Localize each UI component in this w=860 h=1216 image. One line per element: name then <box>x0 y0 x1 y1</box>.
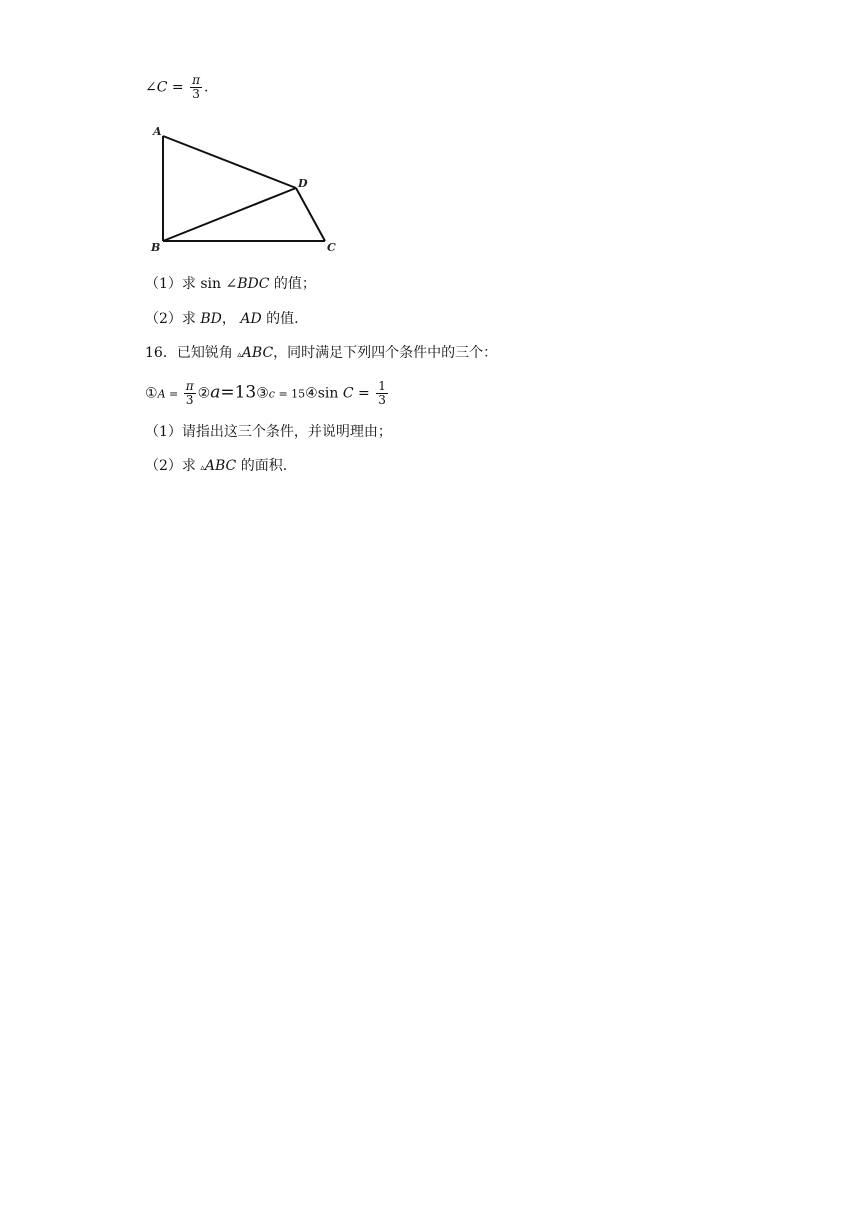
fraction-numerator: π <box>185 379 194 393</box>
condition-4-fraction <box>376 380 388 407</box>
triangle-symbol: ▵ <box>200 463 205 473</box>
q16-part1-text: （1）请指出这三个条件，并说明理由； <box>145 424 392 440</box>
segment-bd <box>163 188 296 241</box>
q16-conditions <box>145 380 390 407</box>
angle-c-condition <box>145 74 208 101</box>
segment-bd-label: BD <box>200 311 222 327</box>
q15-part2 <box>145 309 299 329</box>
segment-cd <box>296 188 325 241</box>
separator: ， <box>221 311 241 327</box>
condition-2-mark: ② <box>197 385 211 402</box>
triangle-abc: ABC <box>241 345 274 361</box>
q15-part2-suffix: 的值. <box>261 311 299 327</box>
fraction-numerator: 1 <box>378 379 386 393</box>
condition-4-sin: sin <box>317 385 343 402</box>
fraction-denominator: 3 <box>378 393 386 407</box>
segment-ad-label: AD <box>240 311 262 327</box>
condition-2-var: a <box>210 382 221 403</box>
label-d: D <box>298 177 308 190</box>
quadrilateral-figure <box>145 120 345 260</box>
condition-3-mark: ③ <box>256 385 269 402</box>
angle-symbol: ∠ <box>225 276 238 292</box>
angle-bdc: BDC <box>237 276 270 292</box>
q15-part2-prefix: （2）求 <box>145 311 201 327</box>
condition-1-var: A <box>157 387 166 401</box>
label-a: A <box>153 125 162 138</box>
angle-var: C <box>156 79 168 96</box>
condition-3-eq: = 15 <box>274 387 306 401</box>
q16-stem-suffix: ，同时满足下列四个条件中的三个： <box>273 345 498 361</box>
segment-da <box>163 136 296 188</box>
q16-part1 <box>145 422 392 442</box>
equals-sign: = <box>167 79 189 96</box>
condition-4-mark: ④ <box>305 385 318 402</box>
fraction-denominator: 3 <box>184 393 196 407</box>
q16-part2-prefix: （2）求 <box>145 458 201 474</box>
fraction-denominator: 3 <box>190 87 202 101</box>
angle-symbol: ∠ <box>145 79 157 96</box>
condition-1-eq: = <box>165 387 182 401</box>
label-b: B <box>151 241 161 254</box>
fraction-numerator: π <box>192 73 200 87</box>
pi-over-3-fraction <box>190 74 202 101</box>
q15-part1-prefix: （1）求 sin <box>145 276 226 292</box>
triangle-symbol: ▵ <box>237 350 242 360</box>
q15-part1 <box>145 274 316 294</box>
q16-number: 16．已知锐角 <box>145 345 238 361</box>
condition-1-fraction <box>184 380 196 407</box>
q15-part1-suffix: 的值； <box>269 276 316 292</box>
q16-part2-suffix: 的面积. <box>236 458 288 474</box>
condition-1-mark: ① <box>145 385 158 402</box>
q16-part2 <box>145 456 287 478</box>
label-c: C <box>327 241 336 254</box>
q16-stem <box>145 343 497 365</box>
condition-3-var: c <box>268 387 275 401</box>
condition-4-eq: = <box>353 385 375 402</box>
period: . <box>203 79 209 96</box>
condition-4-var: C <box>342 385 354 402</box>
triangle-abc: ABC <box>204 458 237 474</box>
condition-2-eq: =13 <box>220 382 257 403</box>
